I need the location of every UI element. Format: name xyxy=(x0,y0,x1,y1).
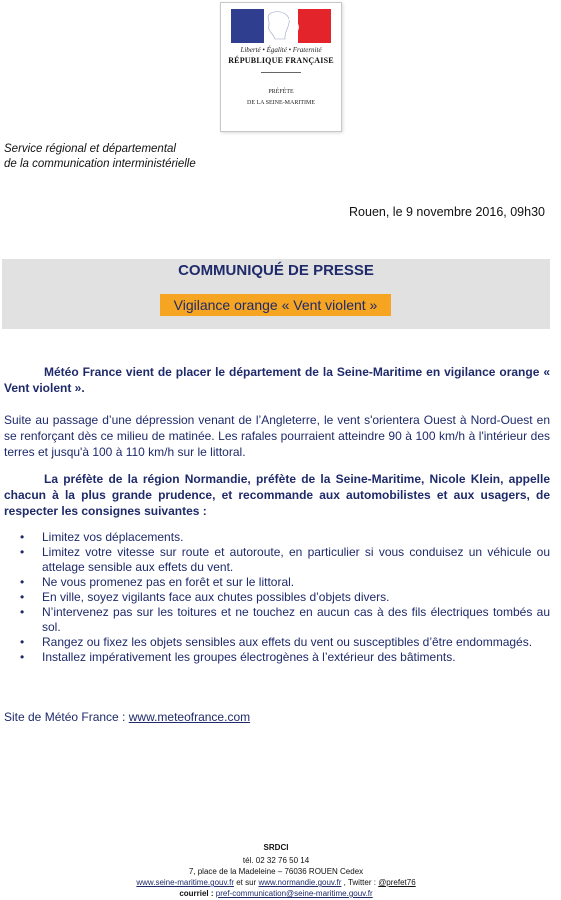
safety-rules-list xyxy=(4,530,550,665)
twitter-label: , Twitter : xyxy=(341,878,379,887)
footer-email xyxy=(0,889,552,899)
twitter-link[interactable]: @prefet76 xyxy=(378,878,416,887)
site-label: Site de Météo France : xyxy=(4,710,129,724)
meteofrance-link[interactable]: www.meteofrance.com xyxy=(128,710,251,724)
footer-links xyxy=(0,878,552,888)
bullet-icon: • xyxy=(20,635,25,649)
list-item: • Installez impérativement les groupes électrogènes à l’extérieur des bâtiments. xyxy=(20,650,456,664)
footer-phone: tél. 02 32 76 50 14 xyxy=(242,856,310,865)
bullet-icon: • xyxy=(20,590,25,604)
footer-and: et sur xyxy=(233,878,259,887)
footer-org: SRDCI xyxy=(263,843,289,852)
alert-subtitle: Vigilance orange « Vent violent » xyxy=(160,294,391,316)
republic-name: RÉPUBLIQUE FRANÇAISE xyxy=(228,56,334,65)
list-item: • Limitez votre vitesse sur route et autoroute, en particulier si vous conduisez un véhicule ou attelage sensible aux effets du vent. xyxy=(20,545,550,574)
logo-divider xyxy=(261,72,301,73)
bullet-icon: • xyxy=(20,650,25,664)
prefecture-title: PRÉFÈTE xyxy=(268,89,294,95)
bullet-icon: • xyxy=(20,530,25,544)
bullet-icon: • xyxy=(20,605,25,619)
normandie-link[interactable]: www.normandie.gouv.fr xyxy=(258,878,342,887)
meteo-site-line xyxy=(4,710,250,724)
list-item: • Limitez vos déplacements. xyxy=(20,530,184,544)
list-item: • N’intervenez pas sur les toitures et ne touchez en aucun cas à des fils électriques tombés au sol. xyxy=(20,605,550,634)
appeal-paragraph: La préfète de la région Normandie, préfète de la Seine-Maritime, Nicole Klein, appelle chacun à la plus grande prudence, et recommande aux automobilistes et aux usagers, de respecter les consignes suivantes : xyxy=(4,472,550,518)
service-line-2: de la communication interministérielle xyxy=(4,158,196,170)
footer-address: 7, place de la Madeleine – 76036 ROUEN Cedex xyxy=(188,867,364,876)
intro-paragraph: Météo France vient de placer le département de la Seine-Maritime en vigilance orange « Vent violent ». xyxy=(4,365,550,395)
press-title: COMMUNIQUÉ DE PRESSE xyxy=(178,262,374,279)
list-item: • En ville, soyez vigilants face aux chutes possibles d’objets divers. xyxy=(20,590,390,604)
service-line-1: Service régional et départemental xyxy=(4,143,176,155)
prefecture-logo xyxy=(220,2,342,132)
press-date: Rouen, le 9 novembre 2016, 09h30 xyxy=(349,205,545,219)
motto: Liberté • Égalité • Fraternité xyxy=(240,46,322,54)
email-label: courriel : xyxy=(179,889,216,898)
bullet-icon: • xyxy=(20,575,25,589)
bullet-icon: • xyxy=(20,545,25,559)
prefecture-department: DE LA SEINE-MARITIME xyxy=(247,100,315,106)
marianne-flag-icon xyxy=(231,9,331,43)
email-link[interactable]: pref-communication@seine-maritime.gouv.fr xyxy=(215,889,373,898)
list-item: • Rangez ou fixez les objets sensibles aux effets du vent ou susceptibles d’être endommagés. xyxy=(20,635,533,649)
list-item: • Ne vous promenez pas en forêt et sur le littoral. xyxy=(20,575,295,589)
seine-maritime-link[interactable]: www.seine-maritime.gouv.fr xyxy=(136,878,234,887)
forecast-paragraph: Suite au passage d’une dépression venant de l’Angleterre, le vent s'orientera Ouest à Nord-Ouest en se renforçant dès ce milieu de matinée. Les rafales pourraient atteindre 90 à 100 km/h à l'intérieur des terres et jusqu'à 100 à 110 km/h sur le littoral. xyxy=(4,413,550,459)
